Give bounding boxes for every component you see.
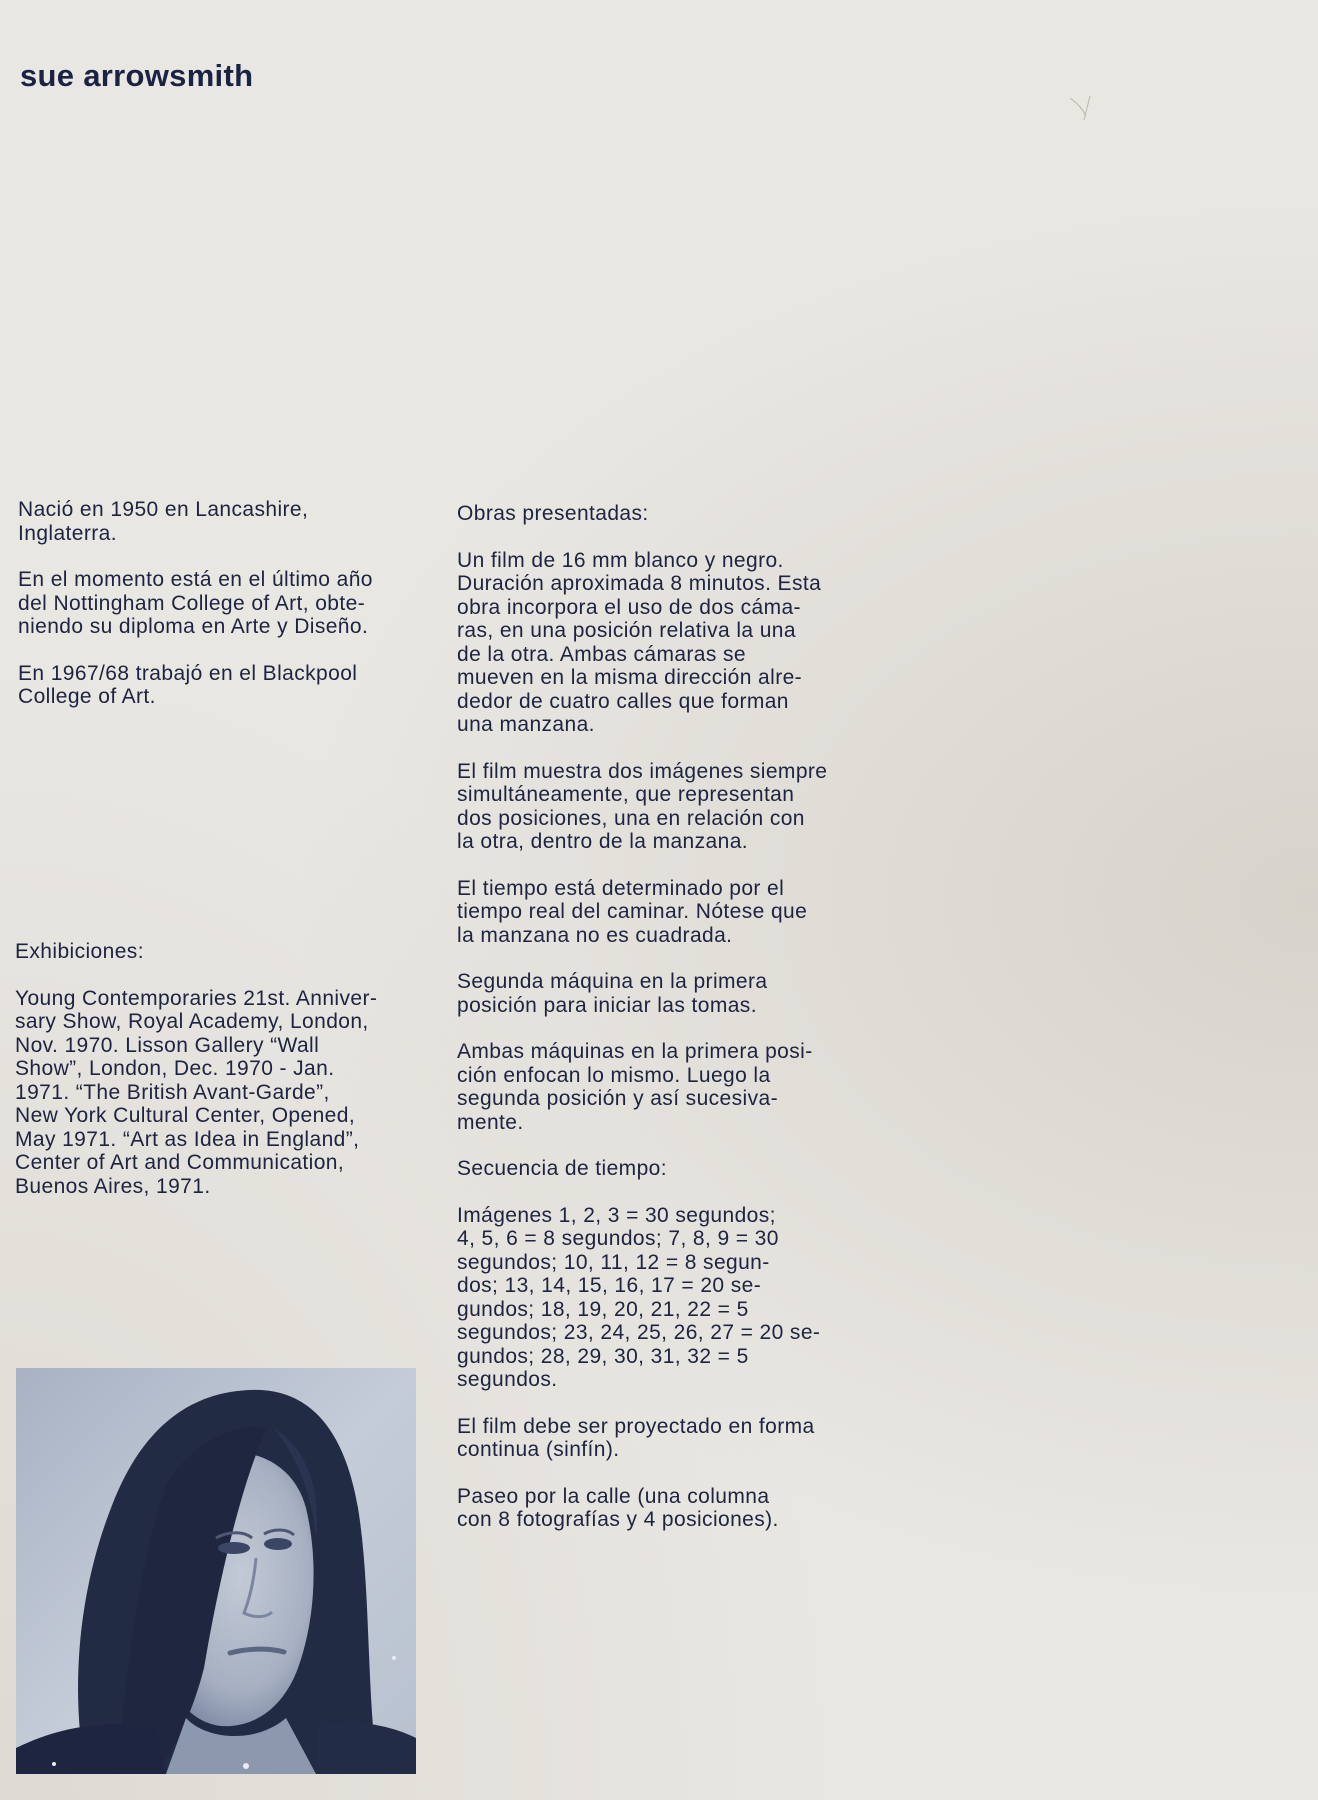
sequence-paragraph: El film debe ser proyectado en forma continua (sinfín).	[457, 1414, 815, 1461]
biography-section	[18, 498, 428, 709]
page-title: sue arrowsmith	[20, 58, 254, 93]
sequence-paragraph: Paseo por la calle (una columna con 8 fotografías y 4 posiciones).	[457, 1484, 779, 1531]
works-paragraph: Ambas máquinas en la primera posi- ción enfocan lo mismo. Luego la segunda posición y así sucesiva- mente.	[457, 1040, 813, 1134]
works-paragraph: El tiempo está determinado por el tiempo real del caminar. Nótese que la manzana no es cuadrada.	[457, 876, 808, 947]
sequence-paragraph: Imágenes 1, 2, 3 = 30 segundos; 4, 5, 6 = 8 segundos; 7, 8, 9 = 30 segundos; 10, 11, 12 = 8 segun- dos; 13, 14, 15, 16, 17 = 20 se- gundos; 18, 19, 20, 21, 22 = 5 segundos; 23, 24, 25, 26, 27 = 20 se- gundos; 28, 29, 30, 31, 32 = 5 segundos.	[457, 1203, 821, 1391]
portrait-photo-icon	[16, 1368, 416, 1774]
works-heading: Obras presentadas:	[457, 502, 649, 525]
exhibitions-section	[15, 940, 435, 1198]
works-section	[457, 502, 877, 1532]
paper-scuff-icon	[1068, 94, 1098, 124]
works-paragraph: Un film de 16 mm blanco y negro. Duración aproximada 8 minutos. Esta obra incorpora el uso de dos cáma- ras, en una posición relativa la una de la otra. Ambas cámaras se mueven en la misma dirección alre- dedor de cuatro calles que forman una manzana.	[457, 548, 822, 736]
exhibitions-text: Young Contemporaries 21st. Anniver- sary Show, Royal Academy, London, Nov. 1970. Lisson Gallery “Wall Show”, London, Dec. 1970 - Jan. 1971. “The British Avant-Garde”, New York Cultural Center, Opened, May 1971. “Art as Idea in England”, Center of Art and Communication, Buenos Aires, 1971.	[15, 986, 378, 1198]
works-paragraph: Segunda máquina en la primera posición para iniciar las tomas.	[457, 970, 768, 1017]
exhibitions-heading: Exhibiciones:	[15, 940, 144, 963]
bio-paragraph: En 1967/68 trabajó en el Blackpool College of Art.	[18, 661, 358, 708]
portrait-photo	[16, 1368, 416, 1774]
bio-paragraph: Nació en 1950 en Lancashire, Inglaterra.	[18, 498, 309, 545]
works-paragraph: El film muestra dos imágenes siempre simultáneamente, que representan dos posiciones, una en relación con la otra, dentro de la manzana.	[457, 759, 828, 853]
bio-paragraph: En el momento está en el último año del Nottingham College of Art, obte- niendo su diploma en Arte y Diseño.	[18, 568, 373, 638]
sequence-heading: Secuencia de tiempo:	[457, 1157, 667, 1180]
